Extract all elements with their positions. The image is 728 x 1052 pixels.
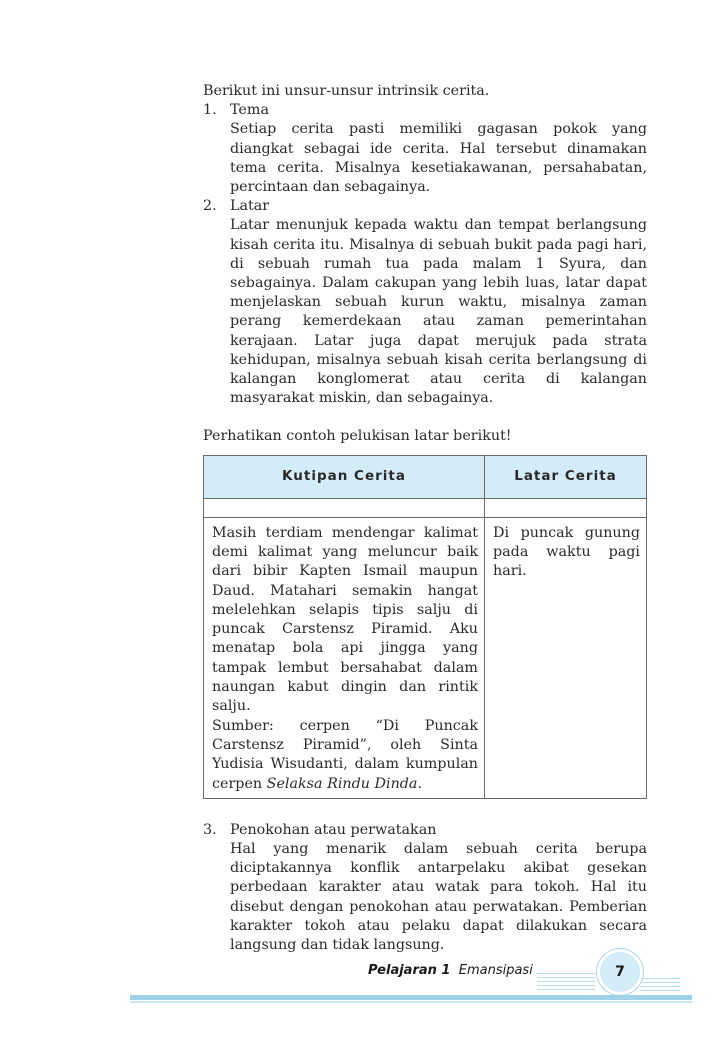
header-kutipan: Kutipan Cerita [204,455,485,498]
item-title: Latar [230,198,270,215]
intro-text: Berikut ini unsur-unsur intrinsik cerita. [203,83,490,99]
quote-cell [204,517,485,798]
page-number: 7 [597,949,643,995]
item-body: Latar menunjuk kepada waktu dan tempat berlangsung kisah cerita itu. Misalnya di sebuah bukit pada pagi hari, di sebuah rumah tua pada malam 1 Syura, dan sebagainya. Dalam cakupan yang lebih luas, latar dapat menjelaskan sebuah kurun waktu, misalnya zaman perang kemerdekaan atau zaman pemerintahan kerajaan. Latar juga dapat merujuk pada strata kehidupan, misalnya sebuah kisah cerita berlangsung di kalangan konglomerat atau cerita di kalangan masyarakat miskin, dan sebagainya. [230,217,647,407]
footer-label [368,963,533,978]
header-latar: Latar Cerita [485,455,647,498]
source-book: Selaksa Rindu Dinda [266,775,418,792]
footer-topic: Emansipasi [458,963,533,978]
example-lead: Perhatikan contoh pelukisan latar berikut! [203,428,512,445]
decorative-stripes [537,973,595,991]
item-title: Tema [230,102,269,119]
item-body: Setiap cerita pasti memiliki gagasan pokok yang diangkat sebagai ide cerita. Hal tersebut dinamakan tema cerita. Misalnya kesetiakawanan, persahabatan, percintaan dan sebagainya. [230,121,647,196]
list-item-tema [203,101,647,197]
setting-cell: Di puncak gunung pada waktu pagi hari. [485,517,647,798]
list-item-penokohan [203,821,647,955]
latar-table [203,455,647,799]
page-content [203,82,647,955]
footer-rule-thin [130,1001,692,1003]
decorative-stripes [640,978,680,992]
item-title: Penokohan atau perwatakan [230,821,437,838]
item-body: Hal yang menarik dalam sebuah cerita berupa diciptakannya konflik antarpelaku akibat gesekan perbedaan karakter atau watak para tokoh. Hal itu disebut dengan penokohan atau perwatakan. Pemberian karakter tokoh atau pelaku dapat dilakukan secara langsung dan tidak langsung. [230,841,647,954]
list-item-latar [203,197,647,408]
source-text: Sumber: cerpen “Di Puncak Carstensz Piramid”, oleh Sinta Yudisia Wisudanti, dalam kumpulan cerpen Selaksa Rindu Dinda. [212,717,478,792]
item-number: 1. [203,102,217,119]
item-number: 3. [203,821,217,838]
quote-text: Masih terdiam mendengar kalimat demi kalimat yang meluncur baik dari bibir Kapten Ismail maupun Daud. Matahari semakin hangat melelehkan selapis tipis salju di puncak Carstensz Piramid. Aku menatap bola api jingga yang tampak lembut bersahabat dalam naungan kabut dingin dan rintik salju. [212,524,478,715]
footer-lesson: Pelajaran 1 [368,963,451,978]
item-number: 2. [203,198,217,215]
footer-rule [130,995,692,1000]
